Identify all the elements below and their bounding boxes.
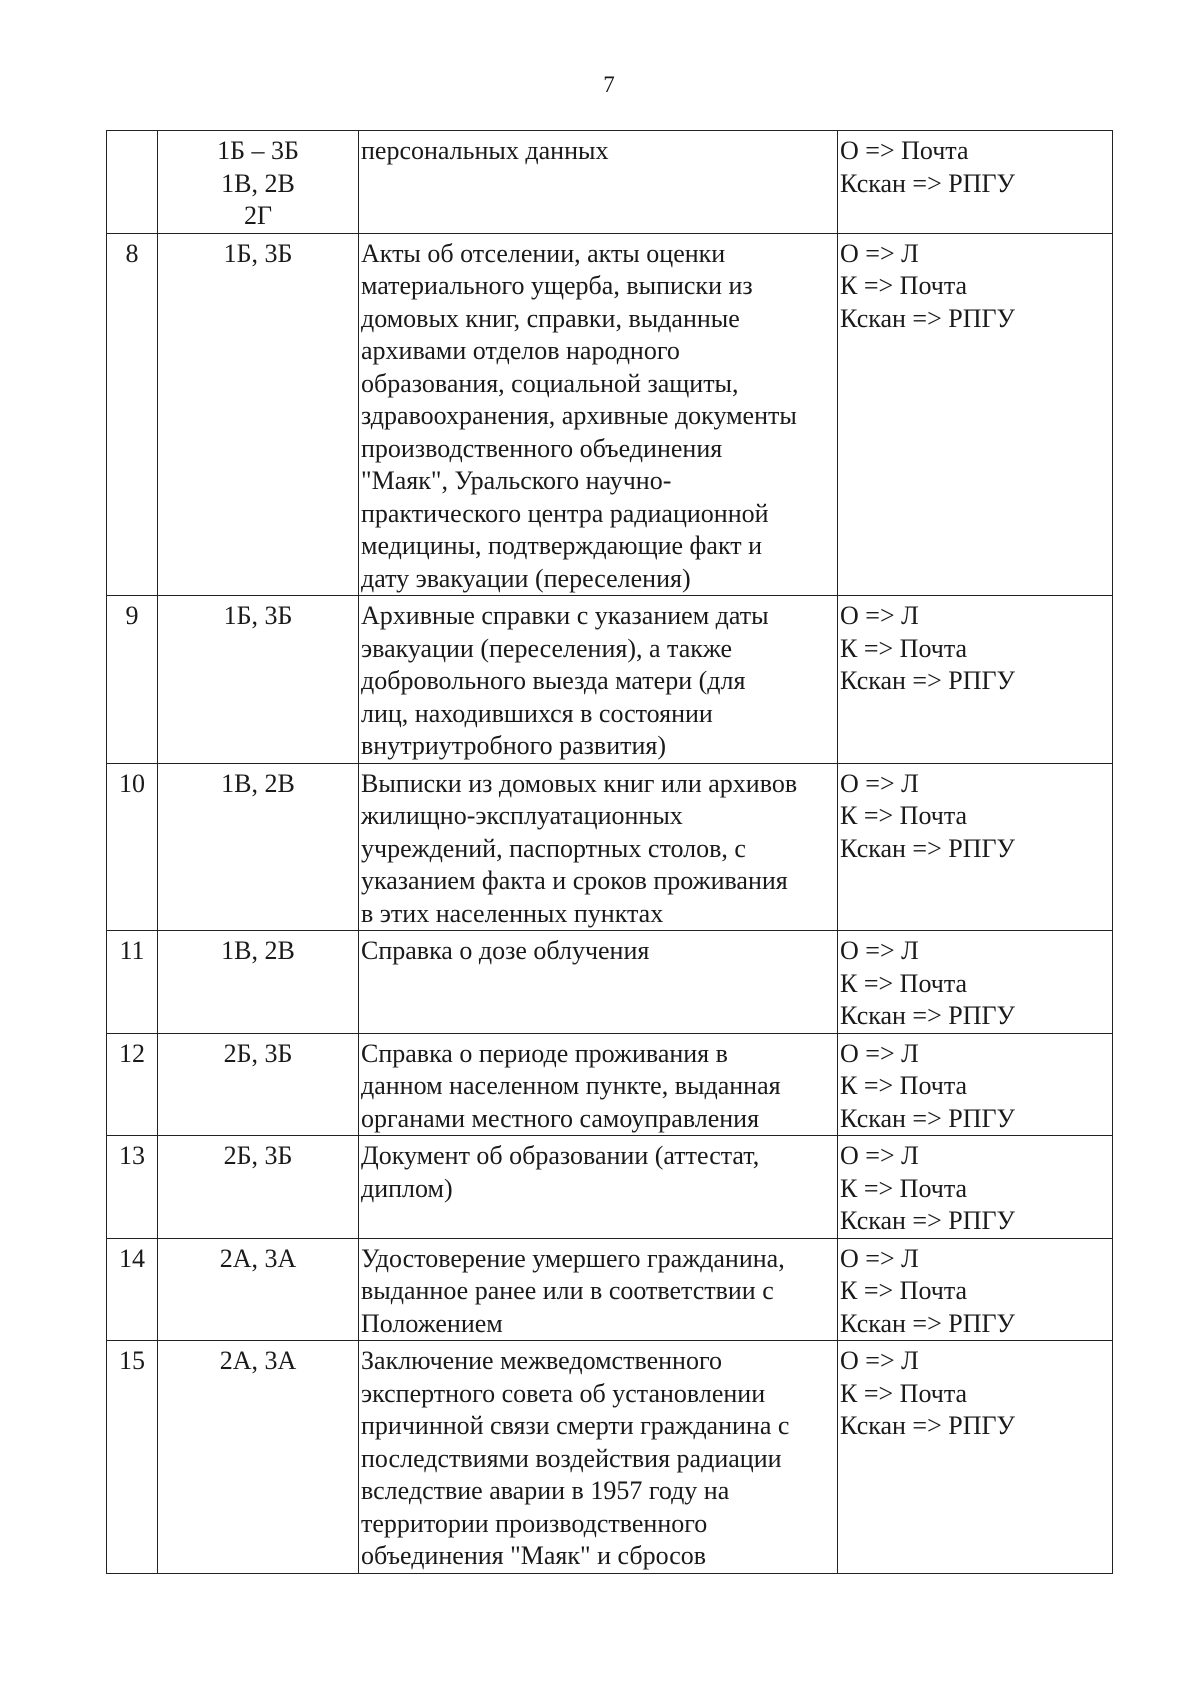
row-number: 8	[107, 233, 158, 596]
row-number: 9	[107, 596, 158, 764]
category-cell	[158, 131, 359, 234]
description-cell-line: в этих населенных пунктах	[361, 898, 664, 928]
description-cell-line: медицины, подтверждающие факт и	[361, 531, 763, 560]
route-cell-line: К => Почта	[840, 271, 968, 300]
description-cell-line: Положением	[361, 1308, 503, 1338]
description-cell-line: Акты об отселении, акты оценки	[361, 238, 726, 268]
table-row	[107, 763, 1113, 931]
category-cell-line: 2Г	[243, 201, 273, 230]
category-cell-line: 2А, 3А	[219, 1346, 297, 1375]
description-cell-line: образования, социальной защиты,	[361, 368, 739, 398]
category-cell	[158, 1033, 359, 1136]
route-cell-line: К => Почта	[840, 1173, 968, 1203]
description-cell	[359, 1341, 838, 1574]
table-row	[107, 1033, 1113, 1136]
page-number: 7	[603, 72, 615, 97]
category-cell-line: 1Б – 3Б	[217, 136, 299, 165]
description-cell-line: здравоохранения, архивные документы	[361, 401, 797, 430]
table-row	[107, 131, 1113, 234]
description-cell-line: вследствие аварии в 1957 году на	[361, 1476, 730, 1505]
route-cell	[838, 931, 1113, 1034]
description-cell-line: Удостоверение умершего гражданина,	[361, 1243, 785, 1273]
description-cell	[359, 1136, 838, 1239]
description-cell-line: добровольного выезда матери (для	[361, 666, 746, 695]
description-cell-line: органами местного самоуправления	[361, 1103, 760, 1133]
route-cell-line: К => Почта	[840, 1276, 968, 1305]
description-cell-line: архивами отделов народного	[361, 336, 680, 365]
description-cell-line: учреждений, паспортных столов, с	[361, 833, 746, 863]
category-cell-line: 1В, 2В	[221, 936, 295, 965]
route-cell-line: Кскан => РПГУ	[840, 666, 1015, 695]
description-cell	[359, 763, 838, 931]
route-cell-line: О => Л	[840, 238, 919, 268]
description-cell-line: дату эвакуации (переселения)	[361, 563, 691, 593]
documents-table	[106, 130, 1113, 1574]
description-cell-line: диплом)	[361, 1173, 453, 1203]
route-cell-line: О => Л	[840, 1038, 919, 1068]
description-cell-line: Документ об образовании (аттестат,	[361, 1141, 760, 1170]
route-cell	[838, 1341, 1113, 1574]
table-body	[107, 131, 1113, 1574]
category-cell-line: 1Б, 3Б	[223, 601, 293, 630]
description-cell-line: последствиями воздействия радиации	[361, 1443, 782, 1473]
row-number: 15	[107, 1341, 158, 1574]
route-cell-line: К => Почта	[840, 1071, 968, 1100]
description-cell-line: жилищно-эксплуатационных	[361, 801, 683, 830]
description-cell-line: указанием факта и сроков проживания	[361, 866, 788, 895]
description-cell	[359, 1238, 838, 1341]
description-cell-line: выданное ранее или в соответствии с	[361, 1276, 774, 1305]
row-number: 13	[107, 1136, 158, 1239]
description-cell-line: объединения "Маяк" и сбросов	[361, 1541, 707, 1570]
route-cell-line: Кскан => РПГУ	[840, 168, 1015, 198]
route-cell-line: К => Почта	[840, 1378, 968, 1408]
description-cell	[359, 931, 838, 1034]
route-cell-line: О => Л	[840, 601, 919, 630]
description-cell-line: эвакуации (переселения), а также	[361, 633, 733, 663]
table-row	[107, 233, 1113, 596]
table-row	[107, 931, 1113, 1034]
description-cell-line: внутриутробного развития)	[361, 731, 667, 760]
description-cell-line: территории производственного	[361, 1508, 708, 1538]
route-cell-line: Кскан => РПГУ	[840, 833, 1015, 863]
row-number	[107, 131, 158, 234]
category-cell	[158, 1136, 359, 1239]
description-cell-line: Справка о дозе облучения	[361, 936, 650, 965]
description-cell-line: лиц, находившихся в состоянии	[361, 698, 713, 728]
description-cell-line: производственного объединения	[361, 433, 723, 463]
category-cell	[158, 763, 359, 931]
category-cell	[158, 596, 359, 764]
category-cell	[158, 1341, 359, 1574]
category-cell-line: 2Б, 3Б	[223, 1038, 293, 1068]
table-row	[107, 1136, 1113, 1239]
route-cell-line: О => Л	[840, 1243, 919, 1273]
route-cell-line: Кскан => РПГУ	[840, 303, 1015, 333]
description-cell	[359, 233, 838, 596]
route-cell-line: О => Л	[840, 1346, 919, 1375]
category-cell-line: 1В, 2В	[221, 768, 295, 798]
route-cell-line: Кскан => РПГУ	[840, 1103, 1015, 1133]
description-cell-line: данном населенном пункте, выданная	[361, 1071, 781, 1100]
description-cell	[359, 131, 838, 234]
route-cell	[838, 763, 1113, 931]
description-cell-line: экспертного совета об установлении	[361, 1378, 766, 1408]
row-number: 14	[107, 1238, 158, 1341]
route-cell	[838, 596, 1113, 764]
route-cell-line: Кскан => РПГУ	[840, 1001, 1015, 1030]
description-cell	[359, 1033, 838, 1136]
description-cell-line: Заключение межведомственного	[361, 1346, 722, 1375]
description-cell-line: домовых книг, справки, выданные	[361, 303, 740, 333]
route-cell	[838, 233, 1113, 596]
row-number: 12	[107, 1033, 158, 1136]
category-cell-line: 2Б, 3Б	[223, 1141, 293, 1170]
route-cell	[838, 1136, 1113, 1239]
route-cell-line: Кскан => РПГУ	[840, 1308, 1015, 1338]
description-cell-line: Справка о периоде проживания в	[361, 1038, 728, 1068]
route-cell-line: К => Почта	[840, 633, 968, 663]
category-cell-line: 2А, 3А	[219, 1243, 297, 1273]
category-cell-line: 1Б, 3Б	[223, 238, 293, 268]
category-cell-line: 1В, 2В	[221, 168, 295, 198]
route-cell	[838, 1033, 1113, 1136]
row-number: 10	[107, 763, 158, 931]
description-cell-line: практического центра радиационной	[361, 498, 769, 528]
route-cell	[838, 131, 1113, 234]
description-cell-line: Выписки из домовых книг или архивов	[361, 768, 798, 798]
table-row	[107, 1341, 1113, 1574]
table-row	[107, 596, 1113, 764]
route-cell-line: О => Л	[840, 936, 919, 965]
route-cell-line: К => Почта	[840, 801, 968, 830]
description-cell	[359, 596, 838, 764]
table-row	[107, 1238, 1113, 1341]
route-cell-line: О => Л	[840, 768, 919, 798]
category-cell	[158, 1238, 359, 1341]
route-cell-line: К => Почта	[840, 968, 968, 998]
category-cell	[158, 233, 359, 596]
description-cell-line: причинной связи смерти гражданина с	[361, 1411, 790, 1440]
route-cell-line: Кскан => РПГУ	[840, 1411, 1015, 1440]
route-cell-line: О => Л	[840, 1141, 919, 1170]
route-cell-line: О => Почта	[840, 136, 969, 165]
category-cell	[158, 931, 359, 1034]
description-cell-line: Архивные справки с указанием даты	[361, 601, 769, 630]
description-cell-line: персональных данных	[361, 136, 609, 165]
row-number: 11	[107, 931, 158, 1034]
description-cell-line: материального ущерба, выписки из	[361, 271, 753, 300]
route-cell	[838, 1238, 1113, 1341]
description-cell-line: "Маяк", Уральского научно-	[361, 466, 672, 495]
route-cell-line: Кскан => РПГУ	[840, 1206, 1015, 1235]
